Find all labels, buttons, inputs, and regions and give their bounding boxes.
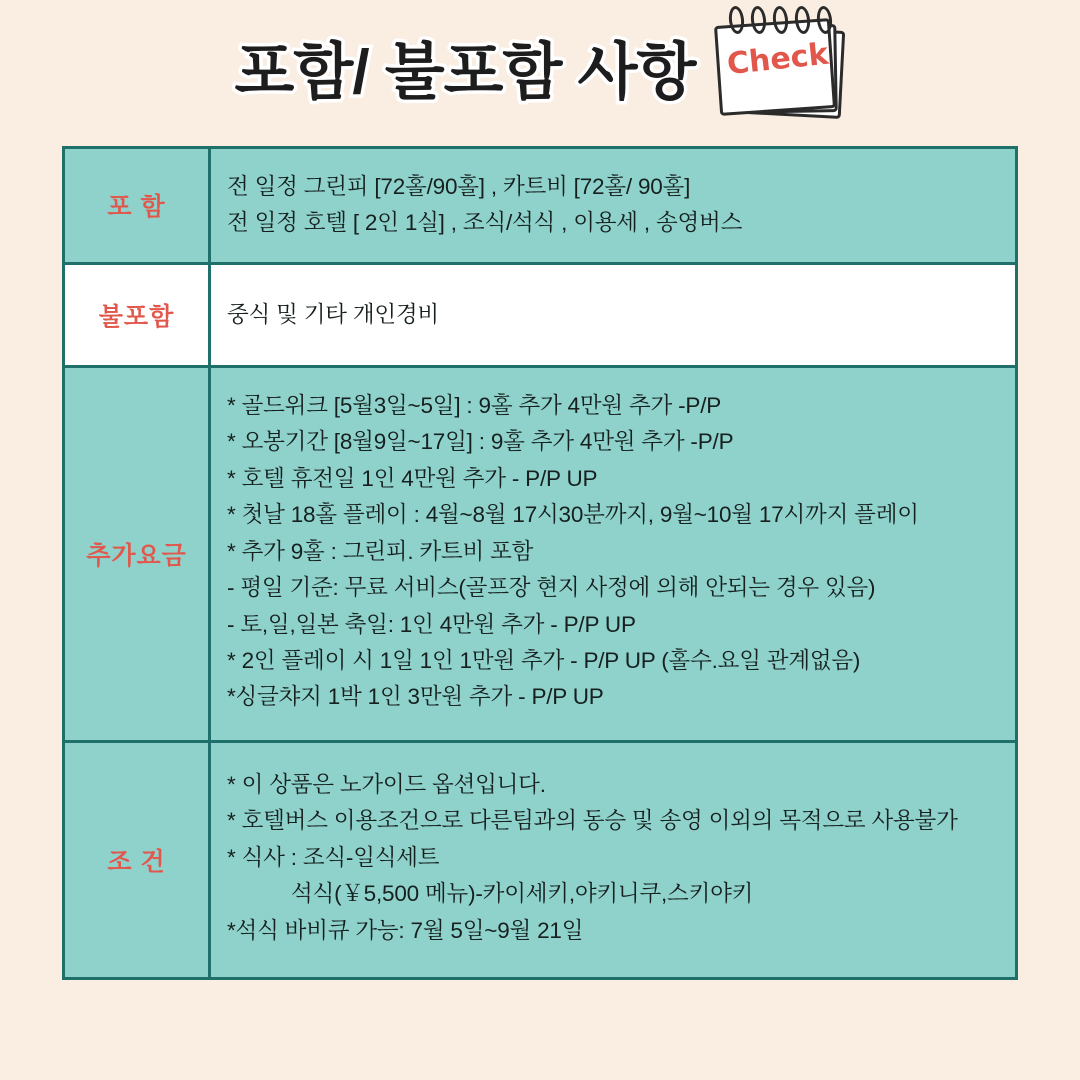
row-content-cell: [211, 149, 1015, 262]
row-label: 조 건: [107, 847, 166, 876]
row-label: 추가요금: [86, 541, 187, 570]
content-line: 석식(￥5,500 메뉴)-카이세키,야키니쿠,스키야키: [291, 881, 754, 907]
content-line: *싱글챠지 1박 1인 3만원 추가 - P/P UP: [227, 684, 604, 710]
content-line: * 호텔버스 이용조건으로 다른팀과의 동승 및 송영 이외의 목적으로 사용불가: [227, 808, 958, 834]
content-line: * 식사 : 조식-일식세트: [227, 844, 440, 870]
row-label-cell: [65, 265, 211, 365]
row-content-cell: [211, 265, 1015, 365]
row-label-cell: [65, 743, 211, 977]
row-label-cell: [65, 368, 211, 740]
notepad-check-label: Check: [725, 36, 831, 83]
content-line: - 토,일,일본 축일: 1인 4만원 추가 - P/P UP: [227, 611, 636, 637]
info-table: [62, 146, 1018, 980]
table-row-extra-fees: [65, 368, 1015, 743]
content-line: 전 일정 호텔 [ 2인 1실] , 조식/석식 , 이용세 , 송영버스: [227, 210, 743, 236]
content-line: * 2인 플레이 시 1일 1인 1만원 추가 - P/P UP (홀수.요일 관계없음): [227, 647, 861, 673]
content-line: *석식 바비큐 가능: 7월 5일~9월 21일: [227, 917, 584, 943]
row-label: 불포함: [98, 302, 175, 331]
row-content-cell: [211, 743, 1015, 977]
row-label: 포 함: [107, 193, 166, 222]
content-line: 중식 및 기타 개인경비: [227, 301, 439, 327]
content-line: * 골드위크 [5월3일~5일] : 9홀 추가 4만원 추가 -P/P: [227, 392, 722, 418]
content-line: * 이 상품은 노가이드 옵션입니다.: [227, 771, 546, 797]
page-title: 포함/ 불포함 사항: [234, 37, 696, 107]
notepad-icon: [713, 12, 845, 120]
table-row-include: [65, 149, 1015, 265]
content-line: * 첫날 18홀 플레이 : 4월~8월 17시30분까지, 9월~10월 17시까지 플레이: [227, 502, 919, 528]
title-group: [235, 12, 846, 120]
table-row-exclude: [65, 265, 1015, 368]
header: [0, 0, 1080, 140]
content-line: * 호텔 휴전일 1인 4만원 추가 - P/P UP: [227, 465, 598, 491]
row-content-cell: [211, 368, 1015, 740]
content-line: - 평일 기준: 무료 서비스(골프장 현지 사정에 의해 안되는 경우 있음): [227, 575, 876, 601]
table-row-conditions: [65, 743, 1015, 977]
row-label-cell: [65, 149, 211, 262]
content-line: * 오봉기간 [8월9일~17일] : 9홀 추가 4만원 추가 -P/P: [227, 429, 734, 455]
content-line: 전 일정 그린피 [72홀/90홀] , 카트비 [72홀/ 90홀]: [227, 174, 691, 199]
content-line: * 추가 9홀 : 그린피. 카트비 포함: [227, 538, 534, 564]
